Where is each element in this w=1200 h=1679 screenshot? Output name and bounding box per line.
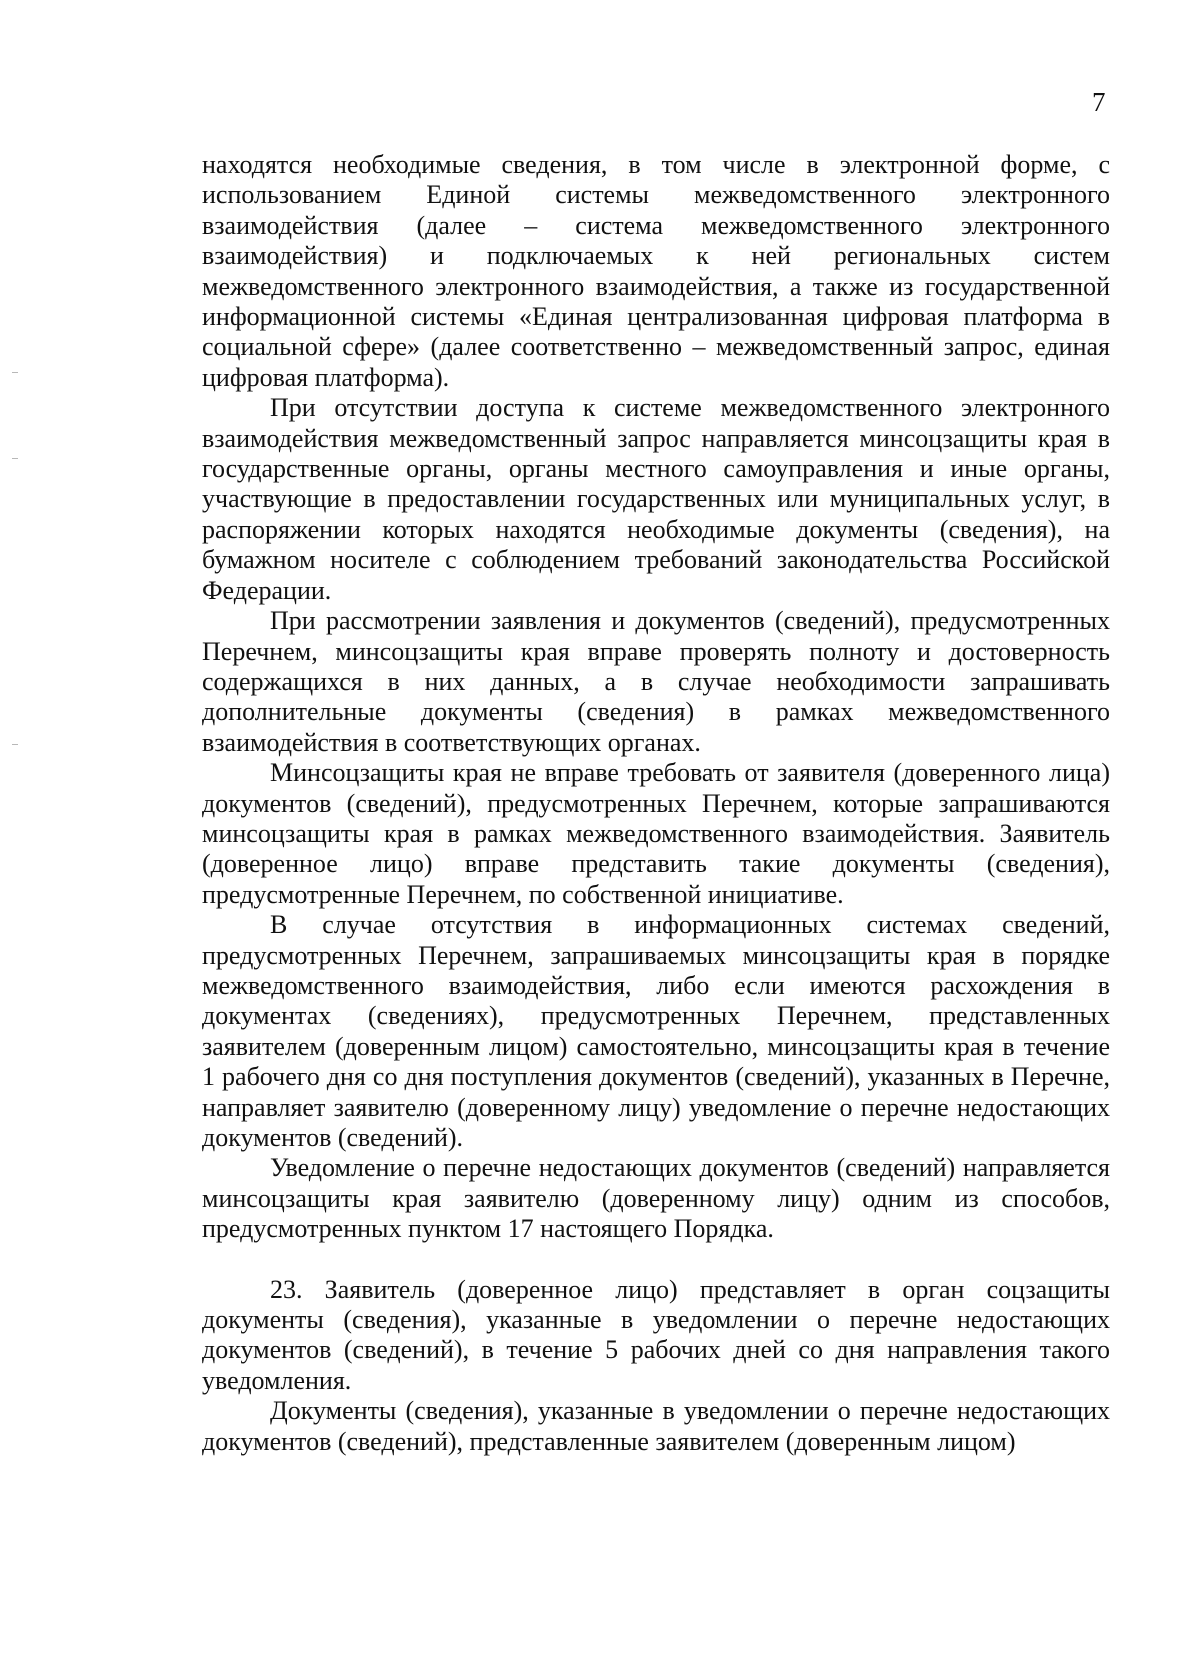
paragraph-notification: Уведомление о перечне недостающих документов (сведений) направляется минсоцзащиты края заявителю (доверенному лицу) одним из способов, предусмотренных пунктом 17 настоящего Порядка.: [202, 1153, 1110, 1244]
paragraph-no-access: При отсутствии доступа к системе межведомственного электронного взаимодействия межведомственный запрос направляется минсоцзащиты края в государственные органы, органы местного самоуправления и иные органы, участвующие в предоставлении государственных или муниципальных услуг, в распоряжении которых находятся необходимые документы (сведения), на бумажном носителе с соблюдением требований законодательства Российской Федерации.: [202, 393, 1110, 605]
document-body: [202, 150, 1110, 1457]
paragraph-missing-info: В случае отсутствия в информационных системах сведений, предусмотренных Перечнем, запрашиваемых минсоцзащиты края в порядке межведомственного взаимодействия, либо если имеются расхождения в документах (сведениях), предусмотренных Перечнем, представленных заявителем (доверенным лицом) самостоятельно, минсоцзащиты края в течение 1 рабочего дня со дня поступления документов (сведений), указанных в Перечне, направляет заявителю (доверенному лицу) уведомление о перечне недостающих документов (сведений).: [202, 910, 1110, 1152]
scan-mark: [12, 744, 18, 745]
page-number: 7: [1092, 87, 1106, 117]
paragraph-no-demand: Минсоцзащиты края не вправе требовать от заявителя (доверенного лица) документов (сведений), предусмотренных Перечнем, которые запрашиваются минсоцзащиты края в рамках межведомственного взаимодействия. Заявитель (доверенное лицо) вправе представить такие документы (сведения), предусмотренные Перечнем, по собственной инициативе.: [202, 758, 1110, 909]
paragraph-documents: Документы (сведения), указанные в уведомлении о перечне недостающих документов (сведений), представленные заявителем (доверенным лицом): [202, 1396, 1110, 1456]
scan-mark: [12, 372, 18, 373]
section-gap: [202, 1245, 1110, 1275]
paragraph-review: При рассмотрении заявления и документов (сведений), предусмотренных Перечнем, минсоцзащиты края вправе проверять полноту и достоверность содержащихся в них данных, а в случае необходимости запрашивать дополнительные документы (сведения) в рамках межведомственного взаимодействия в соответствующих органах.: [202, 606, 1110, 757]
paragraph-item-23: 23. Заявитель (доверенное лицо) представляет в орган соцзащиты документы (сведения), указанные в уведомлении о перечне недостающих документов (сведений), в течение 5 рабочих дней со дня направления такого уведомления.: [202, 1274, 1110, 1395]
scan-mark: [12, 458, 18, 459]
paragraph-continuation: находятся необходимые сведения, в том числе в электронной форме, с использованием Единой системы межведомственного электронного взаимодействия (далее – система межведомственного электронного взаимодействия) и подключаемых к ней региональных систем межведомственного электронного взаимодействия, а также из государственной информационной системы «Единая централизованная цифровая платформа в социальной сфере» (далее соответственно – межведомственный запрос, единая цифровая платформа).: [202, 150, 1110, 392]
